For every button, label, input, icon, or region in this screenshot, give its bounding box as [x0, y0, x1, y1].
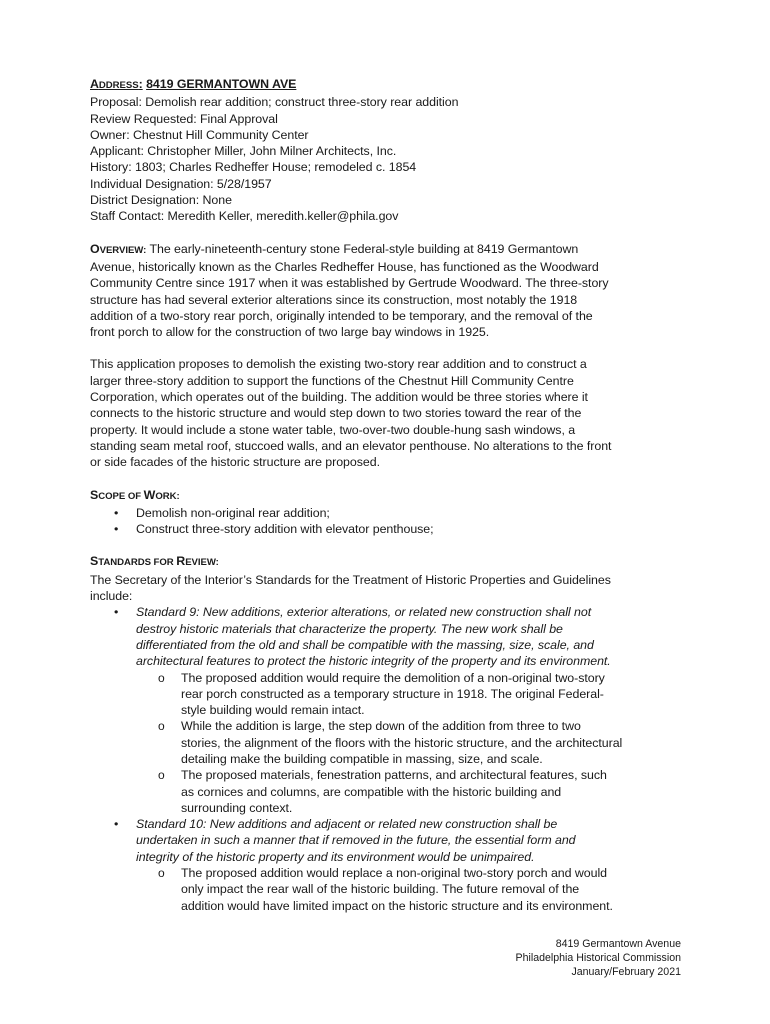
- standards-heading-part: R: [176, 554, 186, 569]
- footer-commission: Philadelphia Historical Commission: [515, 952, 681, 965]
- standard-9-item: [90, 604, 684, 816]
- detail-proposal: Proposal: Demolish rear addition; construct three-story rear addition: [90, 95, 459, 110]
- standards-list: [90, 604, 684, 914]
- finding-item: [136, 718, 684, 767]
- finding-line: surrounding context.: [181, 800, 293, 815]
- application-line: larger three-story addition to support the functions of the Chestnut Hill Community Centre: [90, 373, 574, 388]
- address-value: 8419 GERMANTOWN AVE: [146, 77, 297, 91]
- scope-list: [90, 505, 684, 538]
- finding-item: [136, 767, 684, 816]
- standard-10-line: • Standard 10: New additions and adjacent or related new construction shall be: [136, 817, 558, 832]
- standard-10-line: integrity of the historic property and its environment would be unimpaired.: [136, 849, 535, 864]
- detail-review-requested: Review Requested: Final Approval: [90, 111, 278, 126]
- overview-line: The early-nineteenth-century stone Federal-style building at 8419 Germantown: [146, 241, 579, 256]
- finding-line: The proposed addition would require the demolition of a non-original two-story: [181, 670, 605, 685]
- application-line: or side facades of the historic structure are proposed.: [90, 455, 380, 470]
- overview-label: [90, 242, 146, 256]
- standards-heading: [90, 553, 684, 571]
- finding-line: style building would remain intact.: [181, 703, 365, 718]
- circle-bullet-icon: o: [158, 719, 165, 734]
- finding-line: stories, the alignment of the floors with the historic structure, and the architectural: [181, 735, 623, 750]
- standard-9-line: differentiated from the old and shall be compatible with the massing, size, scale, and: [136, 637, 594, 652]
- footer-date: January/February 2021: [571, 966, 681, 979]
- overview-label-initial: O: [90, 241, 100, 256]
- standard-10-item: [90, 816, 684, 914]
- address-label-initial: A: [90, 77, 99, 91]
- circle-bullet-icon: o: [158, 768, 165, 783]
- overview-line: structure has had several exterior alterations since its construction, most notably the 1918: [90, 292, 578, 307]
- address-line: [90, 76, 684, 94]
- scope-heading-part: COPE OF: [98, 490, 144, 502]
- application-line: standing seam metal roof, stuccoed walls, and an elevator penthouse. No alterations to the front: [90, 438, 612, 453]
- overview-line: front porch to allow for the construction of two large bay windows in 1925.: [90, 325, 490, 340]
- standards-intro-line: include:: [90, 589, 133, 604]
- finding-item: [136, 865, 684, 914]
- finding-line: The proposed materials, fenestration patterns, and architectural features, such: [181, 768, 607, 783]
- standard-9-findings: [136, 670, 684, 817]
- scope-heading-part: W: [143, 487, 156, 502]
- overview-line: Avenue, historically known as the Charles Redheffer House, has functioned as the Woodward: [90, 259, 599, 274]
- standard-10-findings: [136, 865, 684, 914]
- standards-intro-line: The Secretary of the Interior’s Standards for the Treatment of Historic Properties and Guidelines: [90, 572, 611, 587]
- overview-line: Community Centre since 1917 when it was established by Gertrude Woodward. The three-story: [90, 276, 609, 291]
- overview-label-rest: VERVIEW:: [99, 244, 147, 256]
- standards-heading-part: S: [90, 554, 99, 569]
- document-body: [90, 76, 684, 914]
- standard-9-line: • Standard 9: New additions, exterior alterations, or related new construction shall not: [136, 605, 592, 620]
- detail-staff-contact: Staff Contact: Meredith Keller, meredith.keller@phila.gov: [90, 209, 399, 224]
- finding-line: as cornices and columns, are compatible with the historic building and: [181, 784, 562, 799]
- finding-line: only impact the rear wall of the historic building. The future removal of the: [181, 882, 580, 897]
- detail-applicant: Applicant: Christopher Miller, John Milner Architects, Inc.: [90, 144, 397, 159]
- finding-line: detailing make the building compatible in massing, size, and scale.: [181, 751, 543, 766]
- finding-line: The proposed addition would replace a non-original two-story porch and would: [181, 866, 608, 881]
- address-label-colon: :: [138, 77, 143, 91]
- application-line: property. It would include a stone water table, two-over-two double-hung sash windows, a: [90, 422, 576, 437]
- finding-line: addition would have limited impact on the historic structure and its environment.: [181, 898, 613, 913]
- scope-heading-part: S: [90, 487, 99, 502]
- standard-9-line: architectural features to protect the historic integrity of the property and its environment.: [136, 654, 611, 669]
- application-line: This application proposes to demolish the existing two-story rear addition and to construct a: [90, 357, 587, 372]
- address-label-rest: DDRESS: [98, 80, 139, 91]
- standard-10-line: undertaken in such a manner that if removed in the future, the essential form and: [136, 833, 576, 848]
- standard-9-line: destroy historic materials that characterize the property. The new work shall be: [136, 621, 563, 636]
- finding-item: [136, 670, 684, 719]
- standards-heading-part: EVIEW:: [185, 557, 219, 569]
- application-line: connects to the historic structure and would step down to two stories toward the rear of the: [90, 406, 582, 421]
- application-paragraph: [90, 356, 684, 470]
- circle-bullet-icon: o: [158, 670, 165, 685]
- detail-district-designation: District Designation: None: [90, 193, 232, 208]
- standards-heading-part: TANDARDS FOR: [98, 557, 177, 569]
- scope-heading-part: ORK:: [155, 490, 180, 502]
- circle-bullet-icon: o: [158, 866, 165, 881]
- scope-item: • Construct three-story addition with elevator penthouse;: [90, 521, 684, 537]
- detail-owner: Owner: Chestnut Hill Community Center: [90, 127, 309, 142]
- scope-item: • Demolish non-original rear addition;: [90, 505, 684, 521]
- overview-line: addition of a two-story rear porch, originally intended to be temporary, and the removal of the: [90, 308, 593, 323]
- application-line: Corporation, which operates out of the building. The addition would be three stories where it: [90, 390, 588, 405]
- address-label: [90, 77, 143, 91]
- scope-heading: [90, 487, 684, 505]
- footer-address: 8419 Germantown Avenue: [555, 938, 681, 950]
- overview-paragraph: [90, 241, 684, 341]
- finding-line: rear porch constructed as a temporary structure in 1918. The original Federal-: [181, 686, 604, 701]
- page-footer: [516, 937, 681, 980]
- detail-individual-designation: Individual Designation: 5/28/1957: [90, 176, 272, 191]
- finding-line: While the addition is large, the step down of the addition from three to two: [181, 719, 581, 734]
- detail-history: History: 1803; Charles Redheffer House; remodeled c. 1854: [90, 160, 417, 175]
